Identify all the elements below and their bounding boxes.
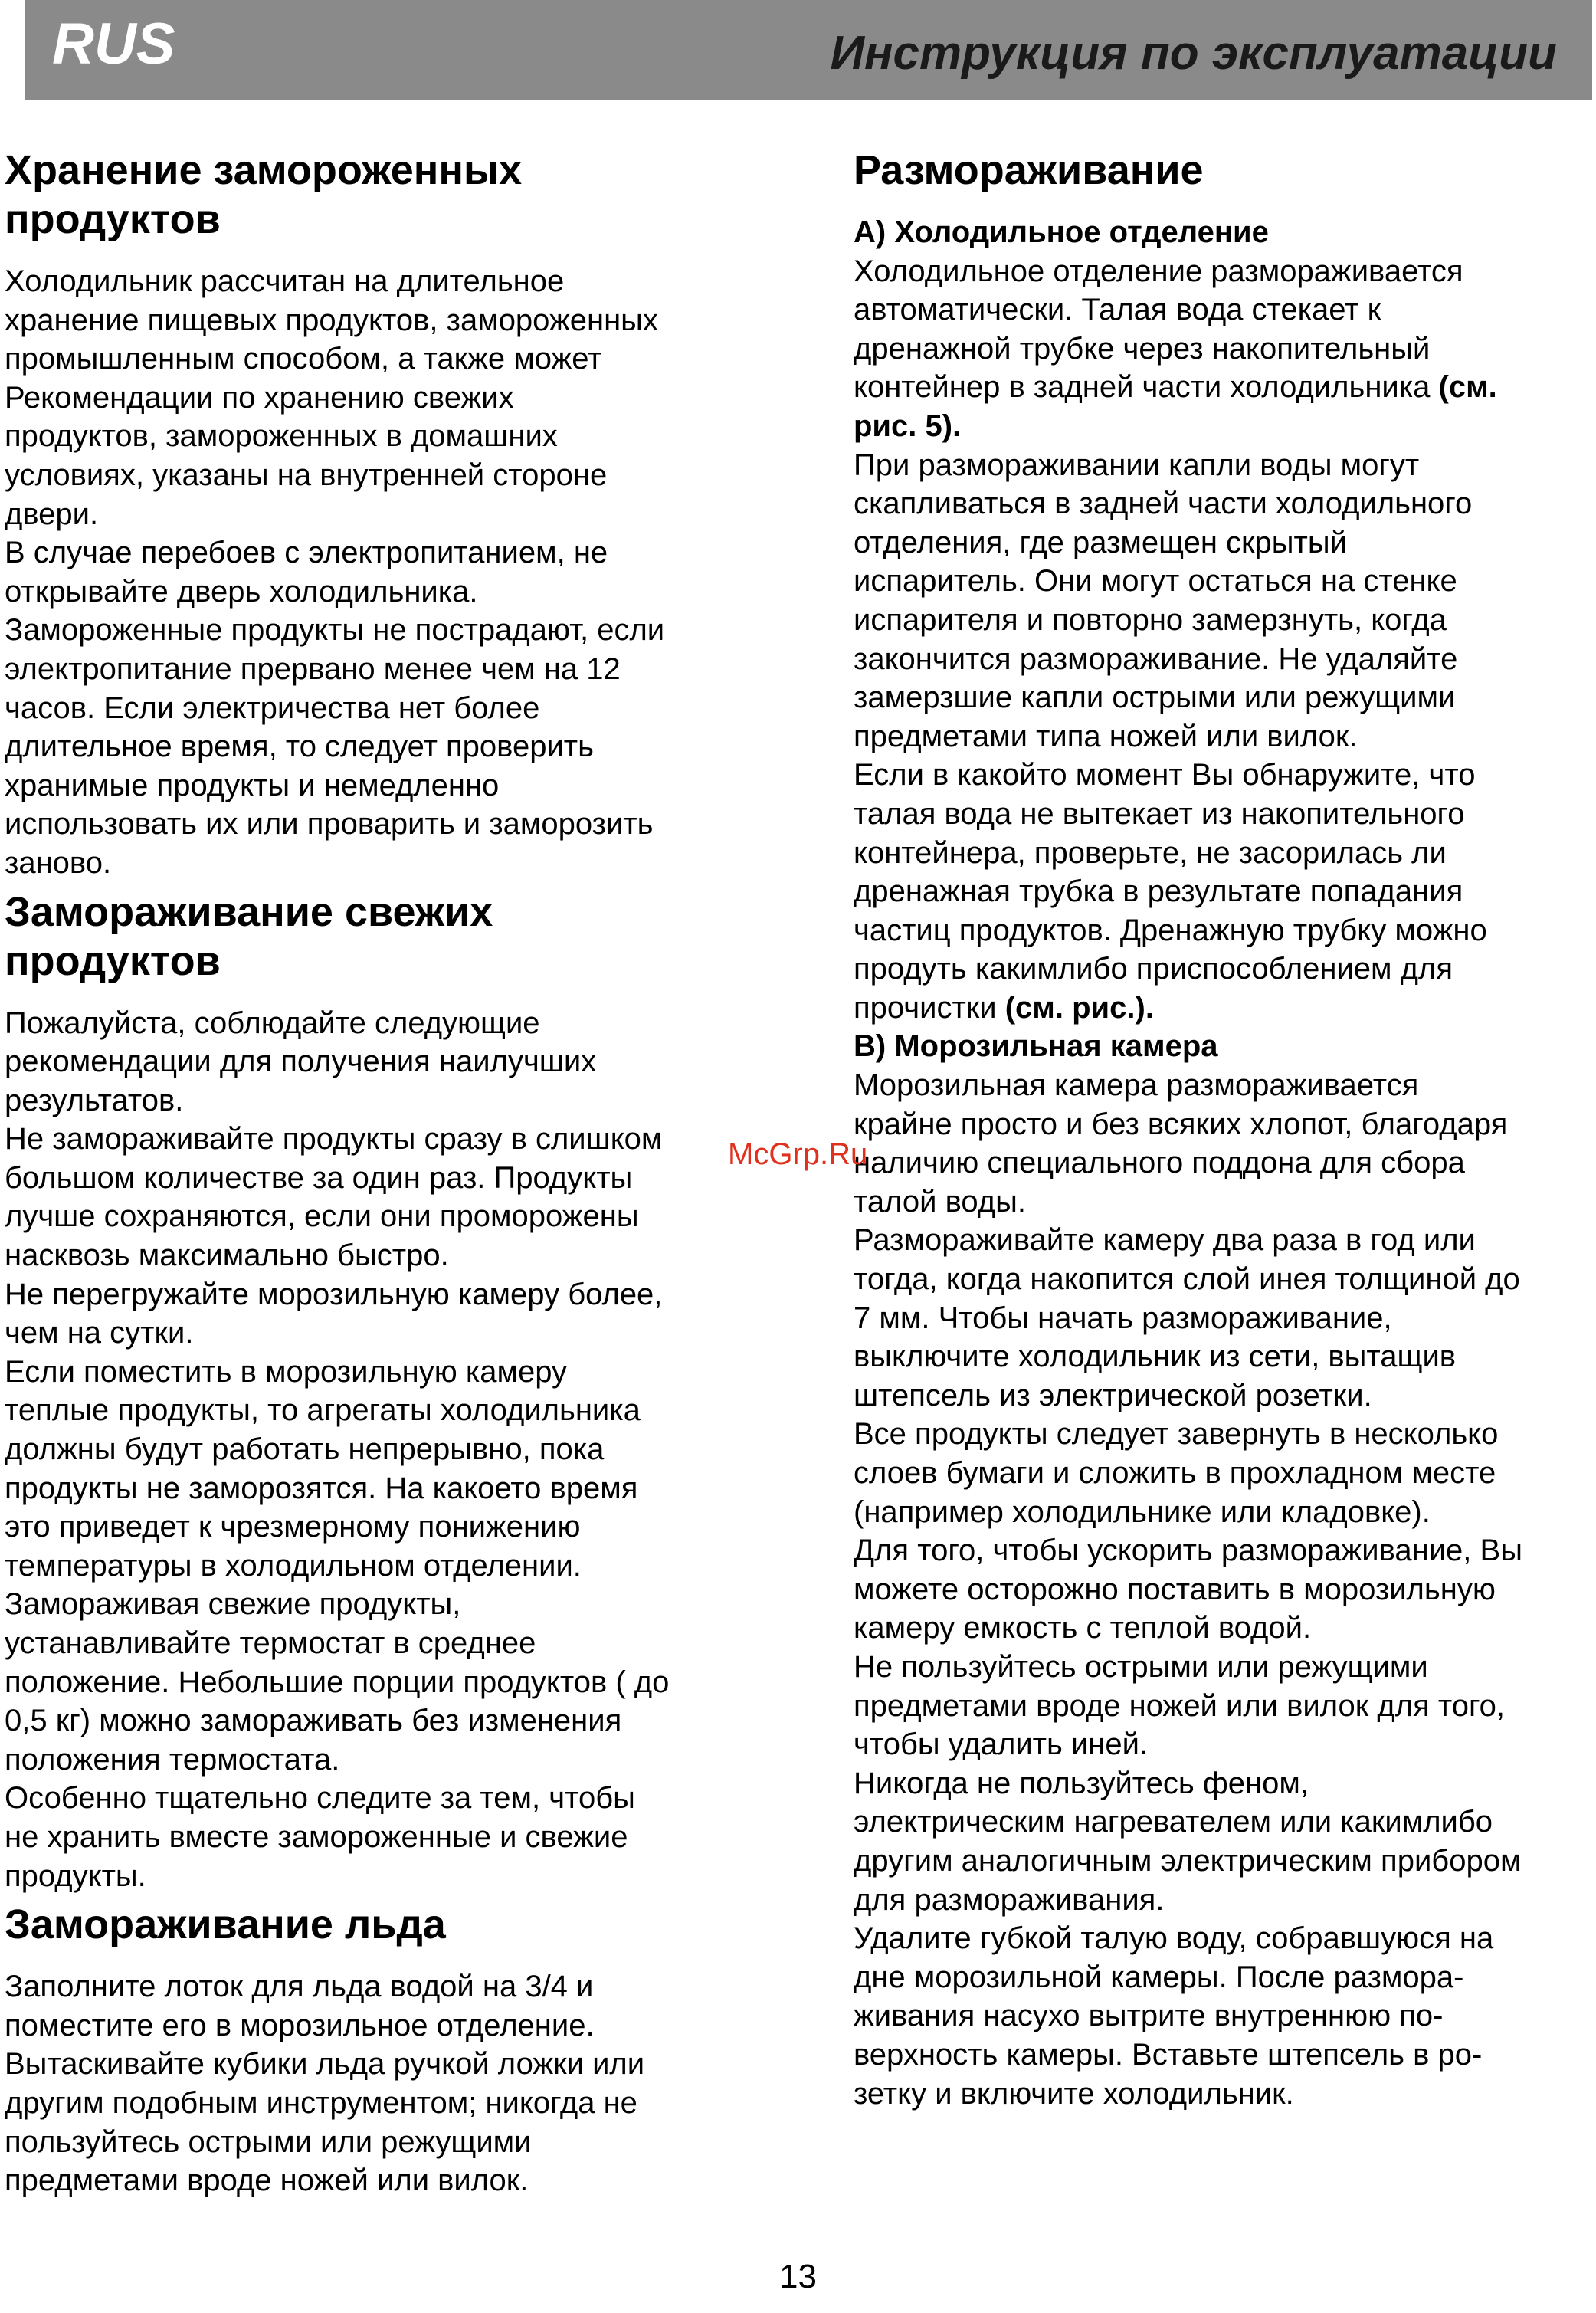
figure-ref: (см. рис.). xyxy=(1004,990,1154,1025)
subsection-freezer: B) Морозильная камера xyxy=(854,1029,1218,1064)
paragraph-line: (например холодильнике или кладовке). xyxy=(854,1494,1431,1529)
paragraph-line: условиях, указаны на внутренней стороне xyxy=(5,458,608,492)
paragraph-line: В случае перебоев с электропитанием, не xyxy=(5,536,608,570)
paragraph-line: можете осторожно поставить в морозильную xyxy=(854,1572,1496,1606)
paragraph-line: заново. xyxy=(5,845,112,880)
paragraph-line: теплые продукты, то агрегаты холодильника xyxy=(5,1393,641,1428)
paragraph-line: продукты не заморозятся. На какоето время xyxy=(5,1471,638,1505)
paragraph-line: промышленным способом, а также может xyxy=(5,342,602,376)
paragraph-line: большом количестве за один раз. Продукты xyxy=(5,1160,633,1195)
paragraph-line: Все продукты следует завернуть в несколько xyxy=(854,1417,1499,1452)
paragraph-line: Не замораживайте продукты сразу в слишком xyxy=(5,1122,663,1156)
paragraph-line: это приведет к чрезмерному понижению xyxy=(5,1510,581,1544)
paragraph-line: Морозильная камера размораживается xyxy=(854,1068,1419,1103)
paragraph-line: поместите его в морозильное отделение. xyxy=(5,2008,595,2042)
paragraph-line: длительное время, то следует проверить xyxy=(5,730,594,764)
paragraph-line: должны будут работать непрерывно, пока xyxy=(5,1432,605,1467)
paragraph-line: Пожалуйста, соблюдайте следующие xyxy=(5,1006,540,1040)
paragraph-line: предметами вроде ножей или вилок для того, xyxy=(854,1688,1506,1723)
paragraph-line: наличию специального поддона для сбора xyxy=(854,1146,1465,1180)
paragraph-line: открывайте дверь холодильника. xyxy=(5,574,478,609)
paragraph-line: электрическим нагревателем или какимлибо xyxy=(854,1805,1493,1839)
paragraph-line: Если в какойто момент Вы обнаружите, что xyxy=(854,758,1476,792)
paragraph-line: для размораживания. xyxy=(854,1882,1165,1917)
paragraph-line: Удалите губкой талую воду, собравшуюся на xyxy=(854,1921,1494,1956)
paragraph-line: рекомендации для получения наилучших xyxy=(5,1045,597,1079)
paragraph-line: живания насухо вытрите внутреннюю по- xyxy=(854,1999,1444,2033)
paragraph-line: хранимые продукты и немедленно xyxy=(5,768,500,802)
right-column xyxy=(854,146,1589,2113)
section-title-line: Замораживание свежих xyxy=(5,888,493,935)
paragraph-line: талая вода не вытекает из накопительного xyxy=(854,796,1465,831)
section-title-storage xyxy=(5,146,771,244)
paragraph-line: частиц продуктов. Дренажную трубку можно xyxy=(854,913,1487,947)
paragraph-line: испарителя и повторно замерзнуть, когда xyxy=(854,602,1447,637)
paragraph-line: штепсель из электрической розетки. xyxy=(854,1378,1372,1412)
paragraph-line: дне морозильной камеры. После размора- xyxy=(854,1960,1464,1994)
paragraph-line: отделения, где размещен скрытый xyxy=(854,525,1347,559)
paragraph-line: насквозь максимально быстро. xyxy=(5,1239,449,1273)
paragraph-line: чем на сутки. xyxy=(5,1316,194,1350)
fridge-text-2 xyxy=(854,446,1589,989)
paragraph-line: другим подобным инструментом; никогда не xyxy=(5,2085,637,2120)
paragraph-line: Не перегружайте морозильную камеру более, xyxy=(5,1277,663,1311)
paragraph-line: автоматически. Талая вода стекает к xyxy=(854,293,1381,327)
paragraph-line: положения термостата. xyxy=(5,1742,340,1777)
paragraph-line: слоев бумаги и сложить в прохладном месте xyxy=(854,1456,1496,1490)
paragraph-line: температуры в холодильном отделении. xyxy=(5,1548,582,1583)
paragraph-line: тогда, когда накопится слой инея толщиной до xyxy=(854,1262,1520,1297)
paragraph-line: Вытаскивайте кубики льда ручкой ложки или xyxy=(5,2047,645,2082)
paragraph-line: крайне просто и без всяких хлопот, благодаря xyxy=(854,1107,1508,1141)
paragraph-line: дренажной трубке через накопительный xyxy=(854,331,1431,366)
paragraph-line: продуть какимлибо приспособлением для xyxy=(854,952,1453,986)
paragraph-line: Замороженные продукты не пострадают, если xyxy=(5,613,665,648)
watermark: McGrp.Ru xyxy=(728,1137,868,1171)
paragraph-line: продуктов, замороженных в домашних xyxy=(5,419,558,454)
paragraph-line: результатов. xyxy=(5,1083,184,1117)
paragraph-line: Если поместить в морозильную камеру xyxy=(5,1354,568,1389)
paragraph-line: двери. xyxy=(5,497,99,531)
text-span: контейнер в задней части холодильника xyxy=(854,370,1439,405)
paragraph-line: использовать их или проварить и заморозить xyxy=(5,807,654,842)
paragraph-line: Замораживая свежие продукты, xyxy=(5,1587,461,1622)
paragraph-line: 0,5 кг) можно замораживать без изменения xyxy=(5,1704,622,1738)
paragraph-line: камеру емкость с теплой водой. xyxy=(854,1611,1312,1645)
page-number: 13 xyxy=(779,2258,817,2295)
paragraph-line: чтобы удалить иней. xyxy=(854,1727,1149,1762)
header-bar xyxy=(25,0,1592,100)
left-column xyxy=(5,146,771,2200)
section-title-freezing-fresh xyxy=(5,887,771,986)
paragraph-line: предметами типа ножей или вилок. xyxy=(854,719,1358,753)
paragraph-line: закончится размораживание. Не удаляйте xyxy=(854,641,1458,676)
paragraph-line: хранение пищевых продуктов, замороженных xyxy=(5,303,658,337)
paragraph-line: положение. Небольшие порции продуктов ( до xyxy=(5,1665,670,1699)
paragraph-line: не хранить вместе замороженные и свежие xyxy=(5,1819,628,1854)
section-title-line: Хранение замороженных xyxy=(5,147,523,193)
paragraph-line: устанавливайте термостат в среднее xyxy=(5,1626,536,1660)
paragraph-line xyxy=(854,989,1589,1028)
section-title-line: продуктов xyxy=(5,196,221,242)
text-span: прочистки xyxy=(854,990,1005,1025)
paragraph-line xyxy=(854,368,1589,407)
paragraph-line: дренажная трубка в результате попадания xyxy=(854,874,1463,909)
paragraph-line: талой воды. xyxy=(854,1184,1026,1219)
storage-text xyxy=(5,262,771,883)
figure-ref: (см. xyxy=(1438,370,1497,405)
paragraph-line: Холодильное отделение размораживается xyxy=(854,254,1463,288)
paragraph-line: контейнера, проверьте, не засорилась ли xyxy=(854,835,1447,870)
paragraph-line: Холодильник рассчитан на длительное xyxy=(5,264,565,298)
paragraph-line: зетку и включите холодильник. xyxy=(854,2076,1294,2111)
paragraph-line: Особенно тщательно следите за тем, чтобы xyxy=(5,1781,635,1816)
paragraph-line: При размораживании капли воды могут xyxy=(854,448,1420,482)
paragraph-line: Размораживайте камеру два раза в год или xyxy=(854,1223,1476,1258)
paragraph-line: скапливаться в задней части холодильного xyxy=(854,487,1473,521)
paragraph-line: верхность камеры. Вставьте штепсель в ро- xyxy=(854,2037,1483,2072)
freezing-fresh-text xyxy=(5,1004,771,1896)
paragraph-line: Рекомендации по хранению свежих xyxy=(5,380,514,415)
fridge-text-1 xyxy=(854,252,1589,369)
paragraph-line: Никогда не пользуйтесь феном, xyxy=(854,1766,1309,1800)
language-code: RUS xyxy=(52,11,175,77)
paragraph-line: лучше сохраняются, если они проморожены xyxy=(5,1199,639,1234)
paragraph-line: Не пользуйтесь острыми или режущими xyxy=(854,1649,1428,1684)
freezer-text xyxy=(854,1066,1589,2113)
paragraph-line: выключите холодильник из сети, вытащив xyxy=(854,1340,1457,1374)
paragraph-line: испаритель. Они могут остаться на стенке xyxy=(854,564,1457,599)
paragraph-line: пользуйтесь острыми или режущими xyxy=(5,2124,532,2159)
section-title-line: продуктов xyxy=(5,937,221,984)
section-title-defrosting: Размораживание xyxy=(854,147,1204,193)
paragraph-line: предметами вроде ножей или вилок. xyxy=(5,2164,529,2198)
header-title: Инструкция по эксплуатации xyxy=(830,27,1557,80)
paragraph-line: часов. Если электричества нет более xyxy=(5,691,540,725)
section-title-ice: Замораживание льда xyxy=(5,1901,446,1948)
figure-ref-line: рис. 5). xyxy=(854,408,962,443)
paragraph-line: электропитание прервано менее чем на 12 xyxy=(5,651,621,686)
paragraph-line: Заполните лоток для льда водой на 3/4 и xyxy=(5,1970,594,2004)
paragraph-line: продукты. xyxy=(5,1859,146,1893)
paragraph-line: 7 мм. Чтобы начать размораживание, xyxy=(854,1301,1392,1335)
paragraph-line: другим аналогичным электрическим прибором xyxy=(854,1843,1522,1878)
paragraph-line: замерзшие капли острыми или режущими xyxy=(854,681,1456,715)
subsection-fridge: A) Холодильное отделение xyxy=(854,215,1269,249)
ice-text xyxy=(5,1967,771,2200)
paragraph-line: Для того, чтобы ускорить размораживание, Вы xyxy=(854,1534,1522,1568)
